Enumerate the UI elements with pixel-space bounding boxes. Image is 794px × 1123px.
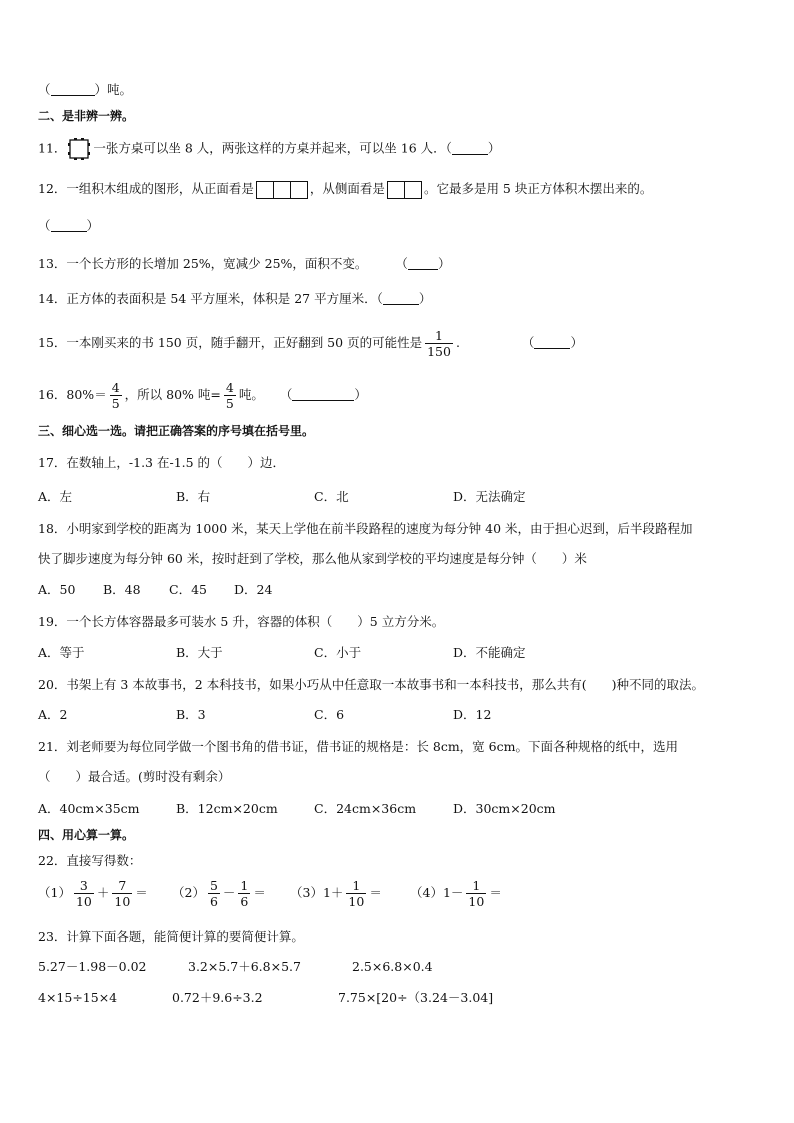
question-23: 23．计算下面各题，能简便计算的要简便计算。 [38, 929, 304, 944]
q12-text: 12．一组积木组成的图形，从正面看是 [38, 181, 254, 196]
close-paren: ） [570, 335, 583, 350]
denominator: 5 [225, 396, 234, 411]
close-paren: ） [437, 256, 451, 271]
q19-option-a[interactable]: A．等于 [38, 645, 85, 660]
q18-option-c[interactable]: C．45 [169, 582, 207, 597]
q21-option-d[interactable]: D．30cm×20cm [453, 801, 556, 816]
q21-option-a[interactable]: A．40cm×35cm [38, 801, 140, 816]
denominator: 5 [111, 396, 120, 411]
q17-option-d[interactable]: D．无法确定 [453, 489, 526, 504]
q17-option-a[interactable]: A．左 [38, 489, 73, 504]
q23-expr-2: 3.2×5.7＋6.8×5.7 [188, 959, 301, 974]
square-table-icon [66, 136, 92, 162]
question-20: 20．书架上有 3 本故事书，2 本科技书，如果小巧从中任意取一本故事书和一本科技书，那么共有( )种不同的取法。 [38, 677, 704, 692]
question-17: 17．在数轴上，-1.3 在-1.5 的（ ）边． [38, 455, 286, 470]
q22-expression-2: （2） $\frac{5}{6}$ － $\frac{1}{6}$ ＝ [172, 878, 266, 909]
question-14 [38, 290, 431, 308]
open-paren: （ [279, 387, 293, 402]
close-paren: ） [418, 291, 432, 306]
numerator: 1 [435, 328, 443, 343]
fraction [110, 380, 122, 411]
side-view-boxes [387, 181, 422, 199]
q19-option-d[interactable]: D．不能确定 [453, 645, 526, 660]
answer-blank[interactable] [51, 82, 95, 96]
section-3-title: 三、细心选一选。请把正确答案的序号填在括号里。 [38, 424, 315, 438]
front-view-boxes [256, 181, 308, 199]
close-paren: ） [487, 140, 501, 156]
fraction [224, 380, 236, 411]
q12-mid-text: ，从侧面看是 [309, 181, 385, 196]
q17-option-c[interactable]: C．北 [314, 489, 349, 504]
q11-text: 一张方桌可以坐 8 人，两张这样的方桌并起来，可以坐 16 人．（ [93, 140, 452, 156]
q16-mid-text: ，所以 80% 吨= [124, 387, 221, 402]
answer-blank[interactable] [534, 335, 570, 349]
q20-option-a[interactable]: A．2 [38, 707, 68, 722]
q21-option-b[interactable]: B．12cm×20cm [176, 801, 278, 816]
open-paren: （ [38, 218, 51, 233]
q10-answer-line [38, 81, 132, 99]
answer-blank[interactable] [383, 291, 419, 305]
answer-blank[interactable] [51, 218, 87, 232]
q19-option-b[interactable]: B．大于 [176, 645, 223, 660]
q18-option-a[interactable]: A．50 [38, 582, 76, 597]
question-16 [38, 380, 367, 411]
q23-expr-4: 4×15÷15×4 [38, 990, 118, 1005]
close-paren: ） [86, 218, 100, 233]
answer-blank[interactable] [408, 256, 438, 270]
answer-blank[interactable] [292, 387, 354, 401]
q11-number: 11． [38, 140, 67, 156]
q18-option-b[interactable]: B．48 [103, 582, 141, 597]
question-15 [38, 328, 583, 359]
q23-expr-6: 7.75×[20÷（3.24－3.04] [338, 990, 494, 1005]
question-11 [38, 136, 500, 162]
q22-expression-3: （3）1＋ $\frac{1}{10}$ ＝ [290, 878, 382, 909]
period: . [455, 335, 460, 350]
q22-expression-1: （1） $\frac{3}{10}$ ＋ $\frac{7}{10}$ ＝ [38, 878, 148, 909]
question-22: 22．直接写得数： [38, 853, 142, 868]
q15-text: 15．一本刚买来的书 150 页，随手翻开，正好翻到 50 页的可能性是 [38, 335, 423, 350]
q12-answer-line [38, 217, 99, 235]
numerator: 4 [225, 380, 234, 395]
fraction [425, 328, 453, 359]
q20-option-c[interactable]: C．6 [314, 707, 345, 722]
q23-expr-1: 5.27－1.98－0.02 [38, 959, 147, 974]
q17-option-b[interactable]: B．右 [176, 489, 211, 504]
q10-unit: ）吨。 [94, 82, 133, 97]
open-paren: （ [395, 256, 408, 271]
denominator: 150 [427, 344, 451, 359]
question-13 [38, 255, 450, 273]
open-paren: （ [521, 335, 535, 350]
q16-unit: 吨。 [238, 387, 264, 402]
q14-text: 14．正方体的表面积是 54 平方厘米，体积是 27 平方厘米．（ [38, 291, 383, 306]
q13-text: 13．一个长方形的长增加 25%，宽减少 25%，面积不变。 [38, 256, 368, 271]
q12-end-text: 。它最多是用 5 块正方体积木摆出来的。 [423, 181, 653, 196]
question-18-line-1: 18．小明家到学校的距离为 1000 米，某天上学他在前半段路程的速度为每分钟 40 米，由于担心迟到，后半段路程加 [38, 521, 693, 536]
q22-expression-4: （4）1－ $\frac{1}{10}$ ＝ [410, 878, 502, 909]
q16-lead: 16．80%＝ [38, 387, 107, 402]
q21-option-c[interactable]: C．24cm×36cm [314, 801, 417, 816]
q20-option-d[interactable]: D．12 [453, 707, 492, 722]
q19-option-c[interactable]: C．小于 [314, 645, 362, 660]
question-21-line-1: 21．刘老师要为每位同学做一个图书角的借书证，借书证的规格是：长 8cm，宽 6cm。下面各种规格的纸中，选用 [38, 739, 678, 754]
q18-option-d[interactable]: D．24 [234, 582, 273, 597]
answer-blank[interactable] [452, 141, 488, 155]
section-4-title: 四、用心算一算。 [38, 828, 135, 842]
question-18-line-2: 快了脚步速度为每分钟 60 米，按时赶到了学校，那么他从家到学校的平均速度是每分钟（ ）米 [38, 551, 587, 566]
q20-option-b[interactable]: B．3 [176, 707, 206, 722]
q23-expr-5: 0.72＋9.6÷3.2 [172, 990, 263, 1005]
section-2-title: 二、是非辨一辨。 [38, 109, 135, 123]
open-paren: （ [38, 82, 51, 97]
question-19: 19．一个长方体容器最多可装水 5 升，容器的体积（ ）5 立方分米。 [38, 614, 445, 629]
q23-expr-3: 2.5×6.8×0.4 [352, 959, 433, 974]
question-12 [38, 180, 652, 199]
question-21-line-2: （ ）最合适。(剪时没有剩余） [38, 769, 231, 784]
numerator: 4 [111, 380, 120, 395]
close-paren: ） [354, 387, 367, 402]
